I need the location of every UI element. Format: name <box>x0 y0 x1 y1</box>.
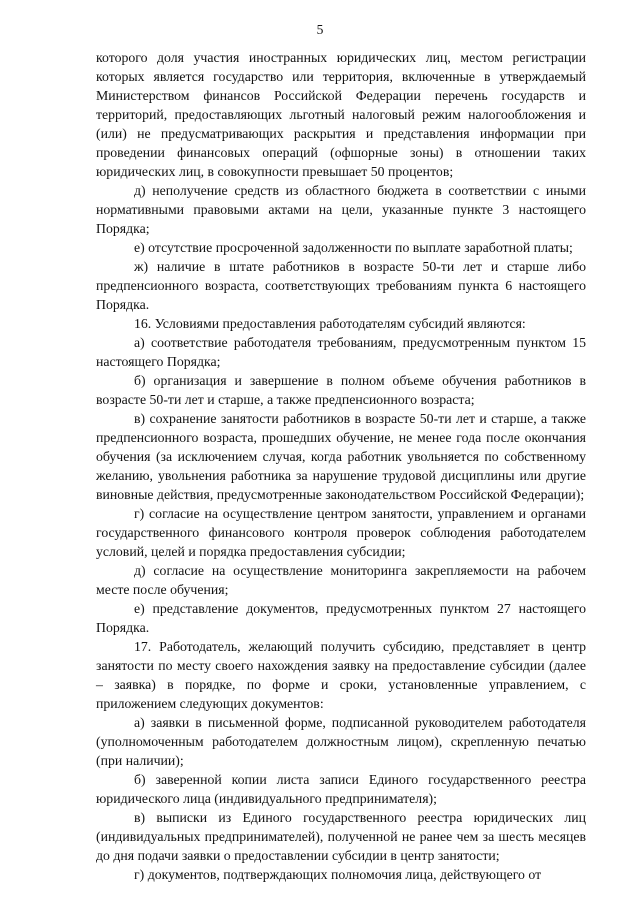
paragraph: д) согласие на осуществление мониторинга закрепляемости на рабочем месте после обучения; <box>96 563 586 597</box>
paragraph: 16. Условиями предоставления работодателям субсидий являются: <box>134 316 526 331</box>
paragraph: г) согласие на осуществление центром занятости, управлением и органами государственного финансового контроля проверок соблюдения работодателем условий, целей и порядка предоставления субсидии; <box>96 506 586 559</box>
paragraph: д) неполучение средств из областного бюджета в соответствии с иными нормативными правовыми актами на цели, указанные пункте 3 настоящего Порядка; <box>96 183 586 236</box>
paragraph: а) соответствие работодателя требованиям, предусмотренным пунктом 15 настоящего Порядка; <box>96 335 586 369</box>
document-body <box>96 48 586 884</box>
paragraph: в) выписки из Единого государственного реестра юридических лиц (индивидуальных предпринимателей), полученной не ранее чем за шесть месяцев до дня подачи заявки о предоставлении субсидии в центр занятости; <box>96 810 586 863</box>
paragraph: которого доля участия иностранных юридических лиц, местом регистрации которых является государство или территория, включенные в утверждаемый Министерством финансов Российской Федерации перечень государств и территорий, предоставляющих льготный налоговый режим налогообложения и (или) не предусматривающих раскрытия и представления информации при проведении финансовых операций (офшорные зоны) в отношении таких юридических лиц, в совокупности превышает 50 процентов; <box>96 50 586 179</box>
paragraph: б) заверенной копии листа записи Единого государственного реестра юридического лица (индивидуального предпринимателя); <box>96 772 586 806</box>
paragraph: е) представление документов, предусмотренных пунктом 27 настоящего Порядка. <box>96 601 586 635</box>
paragraph: ж) наличие в штате работников в возрасте 50-ти лет и старше либо предпенсионного возраста, соответствующих требованиям пункта 6 настоящего Порядка. <box>96 259 586 312</box>
paragraph: г) документов, подтверждающих полномочия лица, действующего от <box>134 867 542 882</box>
paragraph: а) заявки в письменной форме, подписанной руководителем работодателя (уполномоченным работодателем должностным лицом), скрепленную печатью (при наличии); <box>96 715 586 768</box>
page-number: 5 <box>316 22 324 37</box>
paragraph: 17. Работодатель, желающий получить субсидию, представляет в центр занятости по месту своего нахождения заявку на предоставление субсидии (далее – заявка) в порядке, по форме и сроки, установленные управлением, с приложением следующих документов: <box>96 639 586 711</box>
paragraph: е) отсутствие просроченной задолженности по выплате заработной платы; <box>134 240 573 255</box>
paragraph: в) сохранение занятости работников в возрасте 50-ти лет и старше, а также предпенсионного возраста, прошедших обучение, не менее года после окончания обучения (за исключением случая, когда работник увольняется по собственному желанию, увольнения работника за нарушение трудовой дисциплины или другие виновные действия, предусмотренные законодательством Российской Федерации); <box>96 411 586 502</box>
paragraph: б) организация и завершение в полном объеме обучения работников в возрасте 50-ти лет и старше, а также предпенсионного возраста; <box>96 373 586 407</box>
